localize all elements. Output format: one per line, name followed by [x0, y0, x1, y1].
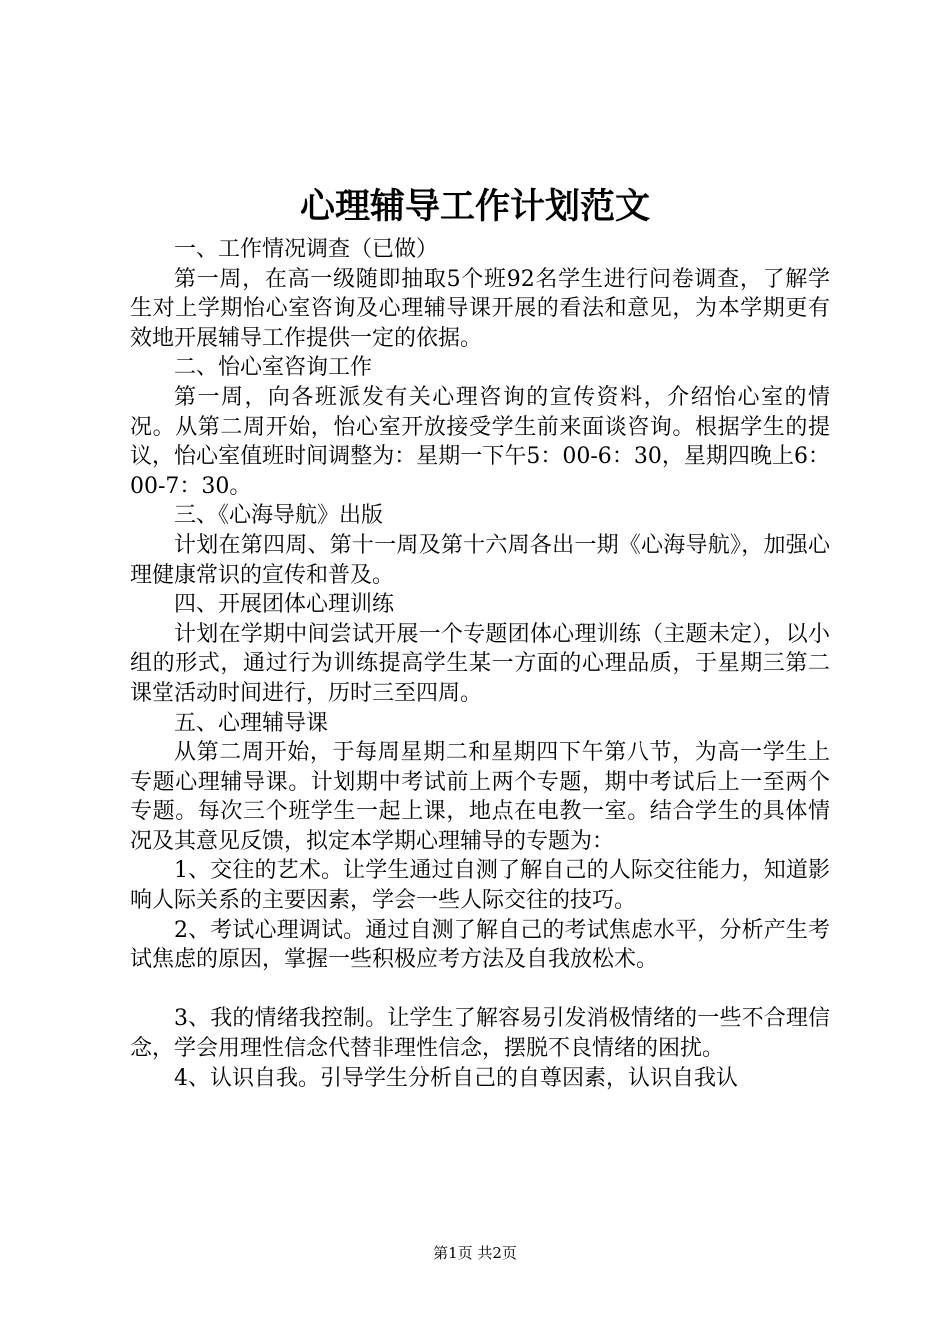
- list-item-2: 2、考试心理调试。通过自测了解自己的考试焦虑水平，分析产生考试焦虑的原因，掌握一些积极应考方法及自我放松术。: [130, 917, 830, 973]
- document-body: [130, 235, 830, 1093]
- blank-line: [130, 975, 830, 1005]
- section-heading-1: 一、工作情况调查（已做）: [174, 237, 439, 262]
- paragraph-2: 第一周，向各班派发有关心理咨询的宣传资料，介绍怡心室的情况。从第二周开始，怡心室开放接受学生前来面谈咨询。根据学生的提议，怡心室值班时间调整为：星期一下午5：00-6：30，星期四晚上6：00-7：30。: [130, 384, 830, 499]
- document-title: 心理辅导工作计划范文: [299, 187, 650, 227]
- list-item-3: 3、我的情绪我控制。让学生了解容易引发消极情绪的一些不合理信念，学会用理性信念代替非理性信念，摆脱不良情绪的困扰。: [130, 1006, 830, 1062]
- section-heading-2: 二、怡心室咨询工作: [174, 355, 373, 381]
- paragraph-3: 计划在第四周、第十一周及第十六周各出一期《心海导航》，加强心理健康常识的宣传和普及。: [130, 532, 830, 588]
- page-number-footer: 第1页 共2页: [433, 1244, 517, 1262]
- list-item-4: 4、认识自我。引导学生分析自己的自尊因素，认识自我认: [174, 1065, 738, 1091]
- section-heading-4: 四、开展团体心理训练: [174, 592, 395, 618]
- list-item-1: 1、交往的艺术。让学生通过自测了解自己的人际交往能力，知道影响人际关系的主要因素，学会一些人际交往的技巧。: [130, 858, 830, 914]
- paragraph-4: 计划在学期中间尝试开展一个专题团体心理训练（主题未定），以小组的形式，通过行为训练提高学生某一方面的心理品质，于星期三第二课堂活动时间进行，历时三至四周。: [130, 621, 830, 706]
- section-heading-3: 三、《心海导航》出版: [174, 503, 384, 529]
- paragraph-5: 从第二周开始，于每周星期二和星期四下午第八节，为高一学生上专题心理辅导课。计划期中考试前上两个专题，期中考试后上一至两个专题。每次三个班学生一起上课，地点在电教一室。结合学生的具体情况及其意见反馈，拟定本学期心理辅导的专题为：: [130, 740, 830, 854]
- section-heading-5: 五、心理辅导课: [174, 710, 329, 736]
- paragraph-1: 第一周，在高一级随即抽取5个班92名学生进行问卷调查，了解学生对上学期怡心室咨询及心理辅导课开展的看法和意见，为本学期更有效地开展辅导工作提供一定的依据。: [130, 266, 830, 351]
